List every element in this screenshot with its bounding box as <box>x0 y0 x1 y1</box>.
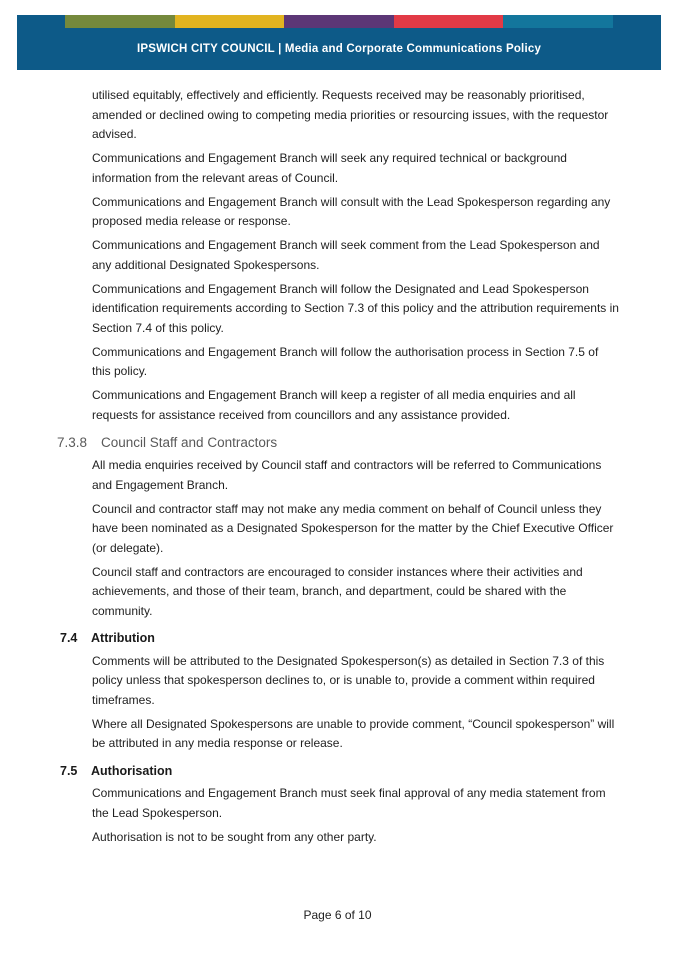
section-number: 7.4 <box>60 631 78 645</box>
policy-paragraph: Council and contractor staff may not make any media comment on behalf of Council unless they have been nominated as a Designated Spokesperson for the matter by the Chief Executive Officer (or delegate). <box>92 501 614 555</box>
section-number: 7.5 <box>60 763 78 778</box>
document-header-title: IPSWICH CITY COUNCIL | Media and Corporate Communications Policy <box>136 43 542 55</box>
page-number-footer: Page 6 of 10 <box>303 908 372 922</box>
policy-paragraph: All media enquiries received by Council staff and contractors will be referred to Communications and Engagement Branch. <box>92 458 602 492</box>
section-title: Council Staff and Contractors <box>101 435 278 450</box>
section-heading-7-4 <box>57 629 619 649</box>
section-heading-7-3-8 <box>57 433 619 453</box>
section-heading-7-5 <box>57 762 619 782</box>
policy-paragraph: Communications and Engagement Branch will seek comment from the Lead Spokesperson and any additional Designated Spokespersons. <box>92 238 600 272</box>
document-body <box>57 86 619 852</box>
section-title: Authorisation <box>91 763 173 778</box>
header-stripe-teal <box>503 15 613 28</box>
section-title: Attribution <box>91 631 155 645</box>
header-stripe-purple <box>284 15 394 28</box>
header-stripe-gold <box>175 15 285 28</box>
policy-paragraph: utilised equitably, effectively and efficiently. Requests received may be reasonably prioritised, amended or declined owing to competing media priorities or resourcing issues, with the requestor advised. <box>92 88 609 141</box>
header-stripe-red <box>394 15 504 28</box>
policy-paragraph: Council staff and contractors are encouraged to consider instances where their activities and achievements, and those of their team, branch, and department, could be shared with the community. <box>92 564 583 618</box>
section-number: 7.3.8 <box>57 435 88 450</box>
policy-paragraph: Comments will be attributed to the Designated Spokesperson(s) as detailed in Section 7.3 of this policy unless that spokesperson declines to, or is unable to, provide a comment within required timeframes. <box>92 653 605 707</box>
policy-paragraph: Communications and Engagement Branch will follow the authorisation process in Section 7.5 of this policy. <box>92 344 599 378</box>
header-stripes <box>65 15 613 28</box>
header-band <box>17 15 661 70</box>
header-stripe-olive <box>65 15 175 28</box>
policy-paragraph: Communications and Engagement Branch must seek final approval of any media statement from the Lead Spokesperson. <box>92 786 606 820</box>
policy-paragraph: Communications and Engagement Branch will keep a register of all media enquiries and all requests for assistance received from councillors and any assistance provided. <box>92 388 576 422</box>
policy-paragraph: Communications and Engagement Branch will seek any required technical or background information from the relevant areas of Council. <box>92 151 567 185</box>
policy-paragraph: Authorisation is not to be sought from any other party. <box>92 829 377 844</box>
policy-paragraph: Where all Designated Spokespersons are unable to provide comment, “Council spokesperson” will be attributed in any media response or release. <box>92 716 615 750</box>
policy-paragraph: Communications and Engagement Branch will follow the Designated and Lead Spokesperson identification requirements according to Section 7.3 of this policy and the attribution requirements in Section 7.4 of this policy. <box>92 281 619 335</box>
policy-paragraph: Communications and Engagement Branch will consult with the Lead Spokesperson regarding any proposed media release or response. <box>92 194 611 228</box>
